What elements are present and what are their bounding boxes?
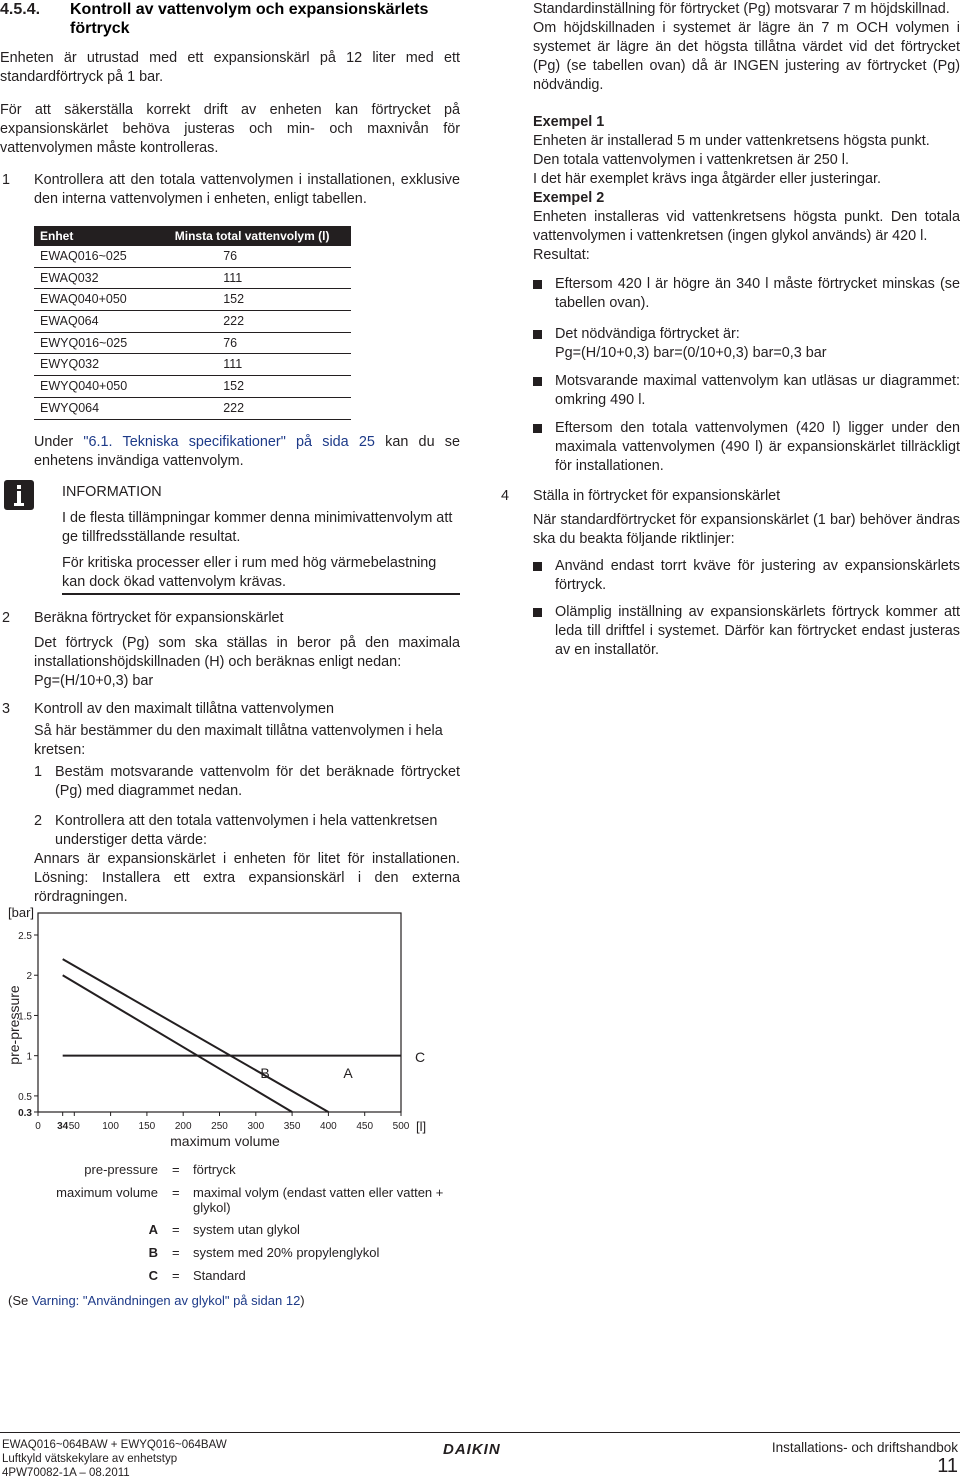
legend-row bbox=[0, 1220, 460, 1243]
information-text-1: I de flesta tillämpningar kommer denna minimivattenvolym att ge tillfredsställande resultat. bbox=[62, 509, 453, 545]
step-4-bullet bbox=[533, 557, 960, 595]
legend-row bbox=[0, 1183, 460, 1220]
example-1-line-2: Den totala vattenvolymen i vattenkretsen är 250 l. bbox=[533, 152, 849, 168]
bullet-square bbox=[533, 608, 542, 617]
x-tick-label: 100 bbox=[102, 1121, 119, 1132]
legend-equals: = bbox=[172, 1222, 180, 1237]
table-cell-unit: EWYQ040+050 bbox=[34, 376, 153, 398]
series-label-b: B bbox=[260, 1065, 270, 1081]
x-tick-label: 300 bbox=[247, 1121, 265, 1132]
legend-row bbox=[0, 1243, 460, 1266]
x-tick-label: 50 bbox=[68, 1121, 80, 1132]
example-2-bullet bbox=[533, 419, 960, 476]
step-2-text: Det förtryck (Pg) som ska ställas in beror på den maximala installationshöjdskillnaden (H) och beräknas enligt nedan: bbox=[34, 634, 460, 670]
bullet-text: Det nödvändiga förtrycket är: bbox=[555, 326, 740, 342]
table-row bbox=[34, 332, 351, 354]
legend-value: Standard bbox=[193, 1268, 246, 1283]
legend-equals: = bbox=[172, 1185, 180, 1200]
table-cell-volume: 111 bbox=[153, 267, 351, 289]
table-cell-unit: EWYQ016~025 bbox=[34, 332, 153, 354]
step-4-bullet bbox=[533, 603, 960, 660]
x-tick-label: 0 bbox=[35, 1121, 41, 1132]
legend-equals: = bbox=[172, 1245, 180, 1260]
y-tick-label: 2.5 bbox=[18, 931, 32, 942]
x-tick-label: 150 bbox=[138, 1121, 156, 1132]
footer-manual-title: Installations- och driftshandbok bbox=[771, 1440, 958, 1455]
step-4 bbox=[499, 487, 960, 660]
example-2-title: Exempel 2 bbox=[533, 190, 605, 206]
table-header-volume: Minsta total vattenvolym (l) bbox=[153, 226, 351, 246]
section-number: 4.5.4. bbox=[0, 1, 41, 18]
step-3-tail: Annars är expansionskärlet i enheten för litet för installationen. Lösning: Installera ett extra expansionskärl i den externa rördragningen. bbox=[34, 850, 460, 905]
step-3-sub-1-text: Bestäm motsvarande vattenvolm för det beräknade förtrycket (Pg) med diagrammet nedan. bbox=[55, 763, 460, 799]
chart-legend bbox=[0, 1160, 460, 1310]
chart-plot-frame bbox=[38, 913, 401, 1112]
bullet-text: Eftersom den totala vattenvolymen (420 l) ligger under den maximala vattenvolymen (490 l) är expansionskärlet tillräckligt för installationen. bbox=[555, 420, 960, 474]
table-row bbox=[34, 246, 351, 267]
under-text-start: Under bbox=[34, 433, 84, 450]
bullet-text: Eftersom 420 l är högre än 340 l måste förtrycket minskas (se tabellen ovan). bbox=[555, 276, 960, 311]
adjust-paragraph: För att säkerställa korrekt drift av enheten kan förtrycket på expansionskärlet behöva justeras och min- och maxnivån för vattenvolymen måste kontrolleras. bbox=[0, 102, 460, 156]
step-2-number: 2 bbox=[2, 609, 11, 626]
spec-link[interactable]: "6.1. Tekniska specifikationer" på sida 25 bbox=[83, 433, 375, 450]
page-footer bbox=[0, 1432, 960, 1480]
legend-equals: = bbox=[172, 1268, 180, 1283]
example-2-bullet bbox=[533, 275, 960, 313]
legend-key: maximum volume bbox=[56, 1185, 158, 1200]
chart-xunit: [l] bbox=[416, 1119, 427, 1134]
legend-value: system utan glykol bbox=[193, 1222, 300, 1237]
page-number: 11 bbox=[937, 1455, 958, 1477]
note-text-end: ) bbox=[300, 1293, 305, 1308]
glycol-note bbox=[8, 1291, 460, 1310]
step-4-number: 4 bbox=[501, 488, 510, 504]
intro-paragraph: Enheten är utrustad med ett expansionskärl på 12 liter med ett standardförtryck på 1 bar. bbox=[0, 50, 460, 85]
y-tick-label: 2 bbox=[26, 971, 32, 983]
daikin-logo: DAIKIN bbox=[443, 1441, 501, 1458]
step-2-title: Beräkna förtrycket för expansionskärlet bbox=[34, 609, 284, 626]
water-volume-table bbox=[34, 226, 351, 420]
table-cell-volume: 222 bbox=[153, 311, 351, 333]
legend-key: A bbox=[148, 1222, 158, 1237]
chart-ylabel: pre-pressure bbox=[6, 985, 22, 1065]
bullet-square bbox=[533, 280, 542, 289]
table-cell-volume: 111 bbox=[153, 354, 351, 376]
section-title: Kontroll av vattenvolym och expansionskärlets förtryck bbox=[70, 1, 429, 37]
bullet-square bbox=[533, 377, 542, 386]
information-text-2: För kritiska processer eller i rum med hög värmebelastning kan dock ökad vattenvolym krävas. bbox=[62, 554, 437, 590]
under-text-end: kan du se enhetens invändiga vattenvolym. bbox=[34, 433, 460, 469]
example-1-line-1: Enheten är installerad 5 m under vattenkretsens högsta punkt. bbox=[533, 133, 930, 149]
bullet-text: Använd endast torrt kväve för justering av expansionskärlets förtryck. bbox=[555, 558, 960, 593]
left-column bbox=[0, 0, 460, 907]
step-1-number: 1 bbox=[2, 172, 11, 188]
x-tick-label: 500 bbox=[392, 1121, 410, 1132]
step-2 bbox=[0, 609, 460, 691]
legend-row bbox=[0, 1160, 460, 1183]
section-heading bbox=[0, 0, 460, 38]
pressure-volume-chart bbox=[0, 900, 470, 1155]
x-tick-label: 200 bbox=[174, 1121, 192, 1132]
bullet-text: Motsvarande maximal vattenvolym kan utläsas ur diagrammet: omkring 490 l. bbox=[555, 373, 960, 408]
chart-xlabel: maximum volume bbox=[170, 1133, 280, 1149]
step-3-sub-2-number: 2 bbox=[34, 812, 43, 829]
step-3-sub-1 bbox=[34, 763, 460, 801]
under-paragraph bbox=[34, 433, 460, 471]
height-difference-text: Om höjdskillnaden i systemet är lägre än 7 m OCH volymen i systemet är lägre än det högsta tillåtna värdet vid det förtrycket (Pg) (se tabellen ovan) då är INGEN justering av förtrycket (Pg) nödvändig. bbox=[533, 20, 960, 93]
table-row bbox=[34, 289, 351, 311]
step-3-sub-2 bbox=[34, 812, 460, 850]
x-tick-label: 400 bbox=[320, 1121, 337, 1132]
footer-code: 4PW70082-1A – 08.2011 bbox=[2, 1467, 130, 1479]
x-tick-label: 34 bbox=[57, 1121, 69, 1132]
footer-model: EWAQ016~064BAW + EWYQ016~064BAW bbox=[2, 1439, 227, 1451]
right-column bbox=[501, 0, 960, 660]
x-tick-label: 350 bbox=[283, 1121, 301, 1132]
example-1-line-3: I det här exemplet krävs inga åtgärder eller justeringar. bbox=[533, 171, 881, 187]
table-cell-unit: EWAQ040+050 bbox=[34, 289, 153, 311]
legend-value: förtryck bbox=[193, 1162, 236, 1177]
table-cell-unit: EWAQ064 bbox=[34, 311, 153, 333]
table-cell-unit: EWYQ064 bbox=[34, 397, 153, 419]
bullet-square bbox=[533, 562, 542, 571]
information-body bbox=[62, 480, 460, 595]
table-cell-volume: 152 bbox=[153, 376, 351, 398]
table-cell-unit: EWAQ032 bbox=[34, 267, 153, 289]
table-cell-volume: 222 bbox=[153, 397, 351, 419]
footer-left bbox=[2, 1438, 227, 1480]
y-tick-label: 1.5 bbox=[18, 1011, 32, 1023]
information-icon bbox=[4, 480, 34, 510]
footer-rule bbox=[0, 1432, 960, 1433]
table-cell-volume: 76 bbox=[153, 246, 351, 267]
step-2-formula: Pg=(H/10+0,3) bar bbox=[34, 672, 154, 689]
default-setting-text: Standardinställning för förtrycket (Pg) motsvarar 7 m höjdskillnad. bbox=[533, 1, 950, 17]
series-label-a: A bbox=[343, 1065, 353, 1081]
x-tick-label: 250 bbox=[211, 1121, 228, 1132]
step-4-text: När standardförtrycket för expansionskärlet (1 bar) behöver ändras ska du beakta följande riktlinjer: bbox=[533, 512, 960, 547]
table-row bbox=[34, 267, 351, 289]
table-cell-volume: 152 bbox=[153, 289, 351, 311]
step-3-text: Så här bestämmer du den maximalt tillåtna vattenvolymen i hela kretsen: bbox=[34, 722, 443, 758]
y-tick-label: 1 bbox=[26, 1051, 32, 1063]
table-header-unit: Enhet bbox=[34, 226, 153, 246]
bullet-square bbox=[533, 330, 542, 339]
example-2-bullet bbox=[533, 372, 960, 410]
legend-key: C bbox=[148, 1268, 158, 1283]
legend-value: maximal volym (endast vatten eller vatten + glykol) bbox=[193, 1185, 444, 1215]
information-title: INFORMATION bbox=[62, 483, 162, 500]
bullet-square bbox=[533, 424, 542, 433]
table-row bbox=[34, 376, 351, 398]
legend-key: pre-pressure bbox=[84, 1162, 158, 1177]
table-cell-volume: 76 bbox=[153, 332, 351, 354]
series-label-c: C bbox=[414, 1049, 426, 1065]
note-text-start: (Se bbox=[8, 1293, 32, 1308]
table-row bbox=[34, 397, 351, 419]
chart-yunit: [bar] bbox=[8, 905, 35, 920]
legend-equals: = bbox=[172, 1162, 180, 1177]
step-3 bbox=[0, 700, 460, 907]
table-header-row bbox=[34, 226, 351, 246]
bullet-formula: Pg=(H/10+0,3) bar=(0/10+0,3) bar=0,3 bar bbox=[555, 345, 827, 361]
table-row bbox=[34, 354, 351, 376]
legend-key: B bbox=[148, 1245, 158, 1260]
example-2-bullet bbox=[533, 325, 960, 363]
footer-description: Luftkyld vätskekylare av enhetstyp bbox=[2, 1453, 178, 1465]
y-tick-label: 0.3 bbox=[18, 1108, 32, 1119]
step-1-text: Kontrollera att den totala vattenvolymen i installationen, exklusive den interna vattenvolymen i enheten, enligt tabellen. bbox=[34, 172, 460, 207]
legend-value: system med 20% propylenglykol bbox=[193, 1245, 380, 1260]
example-1-title: Exempel 1 bbox=[533, 114, 605, 130]
step-4-title: Ställa in förtrycket för expansionskärlet bbox=[533, 488, 781, 504]
step-3-title: Kontroll av den maximalt tillåtna vattenvolymen bbox=[34, 700, 334, 717]
series-line-b bbox=[63, 975, 292, 1112]
step-3-sub-2-text: Kontrollera att den totala vattenvolymen i hela vattenkretsen understiger detta värde: bbox=[55, 812, 438, 848]
example-2-line-1: Enheten installeras vid vattenkretsens högsta punkt. Den totala vattenvolymen i vattenkretsen (ingen glykol används) är 420 l. bbox=[533, 209, 960, 244]
series-line-a bbox=[63, 959, 329, 1112]
table-row bbox=[34, 311, 351, 333]
information-box bbox=[0, 480, 460, 595]
y-tick-label: 0.5 bbox=[18, 1091, 32, 1103]
table-cell-unit: EWYQ032 bbox=[34, 354, 153, 376]
legend-row bbox=[0, 1266, 460, 1289]
x-tick-label: 450 bbox=[356, 1121, 374, 1132]
example-2-result-label: Resultat: bbox=[533, 247, 590, 263]
glycol-warning-link[interactable]: Varning: "Användningen av glykol" på sidan 12 bbox=[31, 1293, 301, 1308]
bullet-text: Olämplig inställning av expansionskärlets förtryck kommer att leda till driftfel i systemet. Därför kan förtrycket endast justeras av en installatör. bbox=[555, 604, 960, 658]
step-3-sub-1-number: 1 bbox=[34, 763, 43, 780]
step-3-number: 3 bbox=[2, 700, 11, 717]
table-cell-unit: EWAQ016~025 bbox=[34, 246, 153, 267]
step-1 bbox=[0, 171, 460, 209]
